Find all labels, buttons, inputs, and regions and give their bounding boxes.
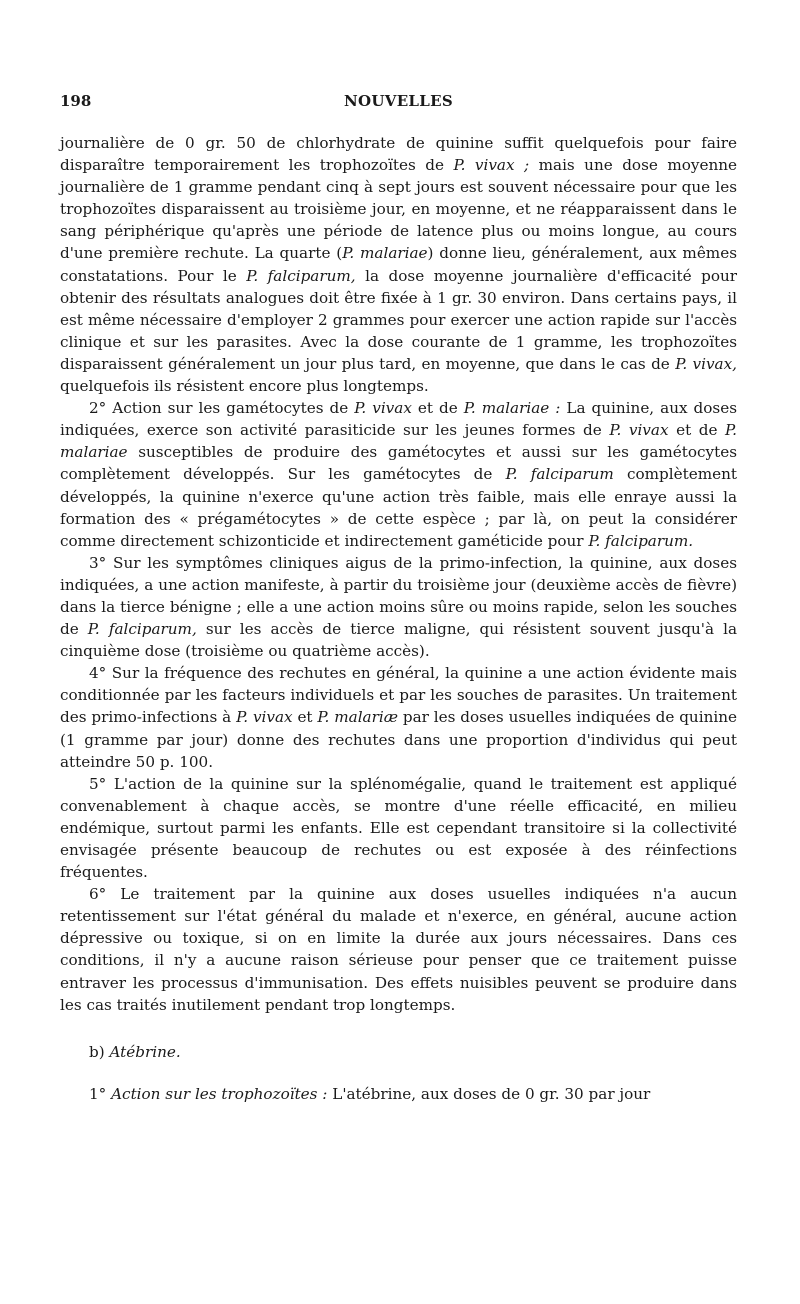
paragraph-splenomegaly: 5° L'action de la quinine sur la splénomégalie, quand le traitement est appliqué convenablement à chaque accès, se montre d'une réelle efficacité, en milieu endémique, surtout parmi les enfants. Elle est cependant transitoire si la collectivité envisagée présente beaucoup de rechutes ou est exposée à des réinfections fréquentes.	[60, 774, 737, 882]
paragraph-clinical-symptoms: 3° Sur les symptômes cliniques aigus de la primo-infection, la quinine, aux doses indiquées, a une action manifeste, à partir du troisième jour (deuxième accès de fièvre) dans la tierce bénigne ; elle a une action moins sûre ou moins rapide, selon les souches de P. falciparum, sur les accès de tierce maligne, qui résistent souvent jusqu'à la cinquième dose (troisième ou quatrième accès).	[60, 553, 737, 661]
running-title: NOUVELLES	[344, 92, 453, 110]
paragraph-quinine-dosage: journalière de 0 gr. 50 de chlorhydrate de quinine suffit quelquefois pour faire disparaître temporairement les trophozoïtes de P. vivax ; mais une dose moyenne journalière de 1 gramme pendant cinq à sept jours est souvent nécessaire pour que les trophozoïtes disparaissent au troisième jour, en moyenne, et ne réapparaissent dans le sang périphérique qu'après une période de latence plus ou moins longue, au cours d'une première rechute. La quarte (P. malariae) donne lieu, généralement, aux mêmes constatations. Pour le P. falciparum, la dose moyenne journalière d'efficacité pour obtenir des résultats analogues doit être fixée à 1 gr. 30 environ. Dans certains pays, il est même nécessaire d'employer 2 grammes pour exercer une action rapide sur l'accès clinique et sur les parasites. Avec la dose courante de 1 gramme, les trophozoïtes disparaissent généralement un jour plus tard, en moyenne, que dans le cas de P. vivax, quelquefois ils résistent encore plus longtemps.	[60, 134, 737, 396]
page-number: 198	[60, 92, 92, 110]
paragraph-relapses: 4° Sur la fréquence des rechutes en général, la quinine a une action évidente mais conditionnée par les facteurs individuels et par les souches de parasites. Un traitement des primo-infections à P. vivax et P. malariæ par les doses usuelles indiquées de quinine (1 gramme par jour) donne des rechutes dans une proportion d'individus qui peut atteindre 50 p. 100.	[60, 664, 737, 771]
paragraph-general-state: 6° Le traitement par la quinine aux doses usuelles indiquées n'a aucun retentissement sur l'état général du malade et n'exerce, en général, aucune action dépressive ou toxique, si on en limite la durée aux jours nécessaires. Dans ces conditions, il n'y a aucune raison sérieuse pour penser que ce traitement puisse entraver les processus d'immunisation. Des effets nuisibles peuvent se produire dans les cas traités inutilement pendant trop longtemps.	[60, 885, 737, 1014]
document-page	[60, 92, 737, 1105]
section-heading-atebrine: b) Atébrine.	[89, 1042, 181, 1061]
running-header	[60, 92, 737, 118]
paragraph-atebrine-trophozoites: 1° Action sur les trophozoïtes : L'atébrine, aux doses de 0 gr. 30 par jour	[89, 1084, 651, 1103]
paragraph-gametocytes: 2° Action sur les gamétocytes de P. vivax et de P. malariae : La quinine, aux doses indiquées, exerce son activité parasiticide sur les jeunes formes de P. vivax et de P. malariae susceptibles de produire des gamétocytes et aussi sur les gamétocytes complètement développés. Sur les gamétocytes de P. falciparum complètement développés, la quinine n'exerce qu'une action très faible, mais elle enraye aussi la formation des « prégamétocytes » de cette espèce ; par là, on peut la considérer comme directement schizonticide et indirectement gaméticide pour P. falciparum.	[60, 399, 738, 550]
